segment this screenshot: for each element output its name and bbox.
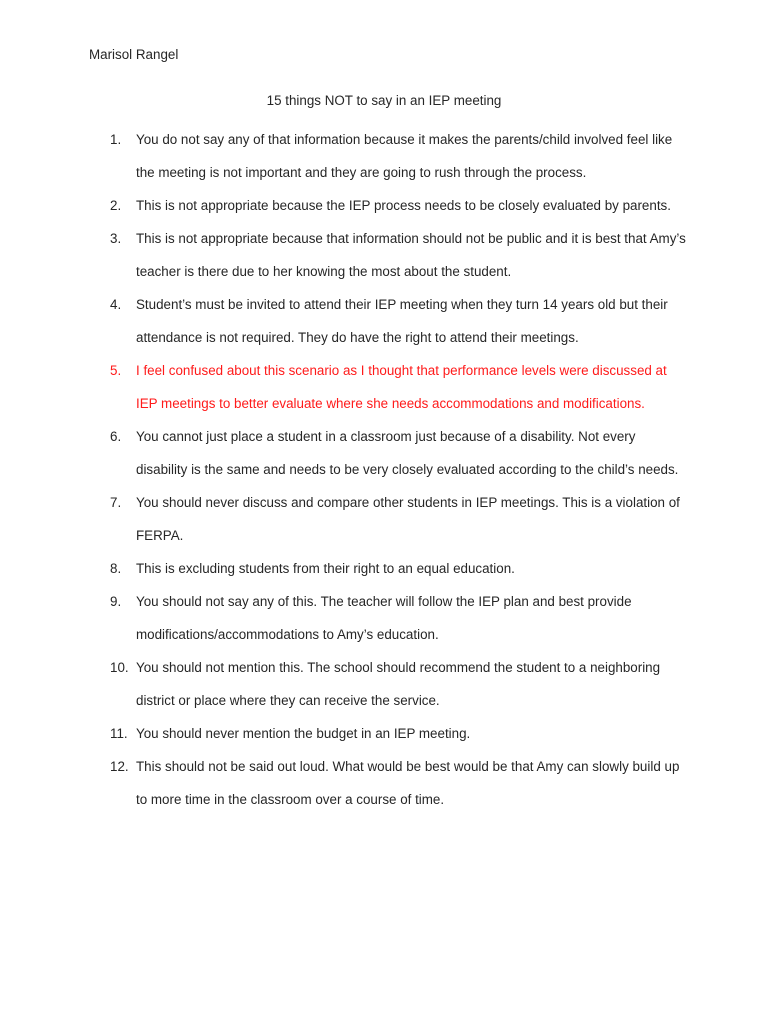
document-title: 15 things NOT to say in an IEP meeting bbox=[266, 93, 502, 108]
item-number: 4. bbox=[110, 297, 122, 312]
item-text: You should not say any of this. The teacher will follow the IEP plan and best provide modifications/accommodations to Amy’s education. bbox=[136, 594, 632, 642]
list-item bbox=[0, 651, 768, 717]
item-number: 1. bbox=[110, 132, 122, 147]
item-text: This is not appropriate because that information should not be public and it is best that Amy’s teacher is there due to her knowing the most about the student. bbox=[136, 231, 686, 279]
item-text: You should not mention this. The school should recommend the student to a neighboring district or place where they can receive the service. bbox=[136, 660, 661, 708]
list-item bbox=[0, 123, 768, 189]
item-number: 10. bbox=[110, 660, 129, 675]
list-item bbox=[0, 552, 768, 585]
item-number: 7. bbox=[110, 495, 122, 510]
item-text: Student’s must be invited to attend their IEP meeting when they turn 14 years old but their attendance is not required. They do have the right to attend their meetings. bbox=[136, 297, 668, 345]
item-text: This is excluding students from their right to an equal education. bbox=[136, 561, 515, 576]
author-name: Marisol Rangel bbox=[89, 47, 179, 62]
item-number: 11. bbox=[110, 726, 128, 741]
item-number: 9. bbox=[110, 594, 122, 609]
list-item bbox=[0, 420, 768, 486]
list-item bbox=[0, 486, 768, 552]
item-number: 5. bbox=[110, 363, 122, 378]
list-item-highlighted bbox=[0, 354, 768, 420]
item-number: 12. bbox=[110, 759, 129, 774]
item-text: You cannot just place a student in a classroom just because of a disability. Not every disability is the same and needs to be very closely evaluated according to the child’s needs. bbox=[136, 429, 679, 477]
list-item bbox=[0, 717, 768, 750]
item-number: 2. bbox=[110, 198, 122, 213]
list-item bbox=[0, 585, 768, 651]
item-text: This should not be said out loud. What would be best would be that Amy can slowly build up to more time in the classroom over a course of time. bbox=[136, 759, 680, 807]
item-text: You should never mention the budget in an IEP meeting. bbox=[136, 726, 471, 741]
item-number: 6. bbox=[110, 429, 122, 444]
item-text: I feel confused about this scenario as I thought that performance levels were discussed at IEP meetings to better evaluate where she needs accommodations and modifications. bbox=[136, 363, 667, 411]
item-number: 8. bbox=[110, 561, 122, 576]
list-item bbox=[0, 222, 768, 288]
item-text: You do not say any of that information because it makes the parents/child involved feel like the meeting is not important and they are going to rush through the process. bbox=[136, 132, 673, 180]
list-item bbox=[0, 189, 768, 222]
answer-list bbox=[0, 123, 768, 816]
item-text: You should never discuss and compare other students in IEP meetings. This is a violation of FERPA. bbox=[136, 495, 680, 543]
item-text: This is not appropriate because the IEP process needs to be closely evaluated by parents. bbox=[136, 198, 671, 213]
list-item bbox=[0, 750, 768, 816]
list-item bbox=[0, 288, 768, 354]
item-number: 3. bbox=[110, 231, 122, 246]
